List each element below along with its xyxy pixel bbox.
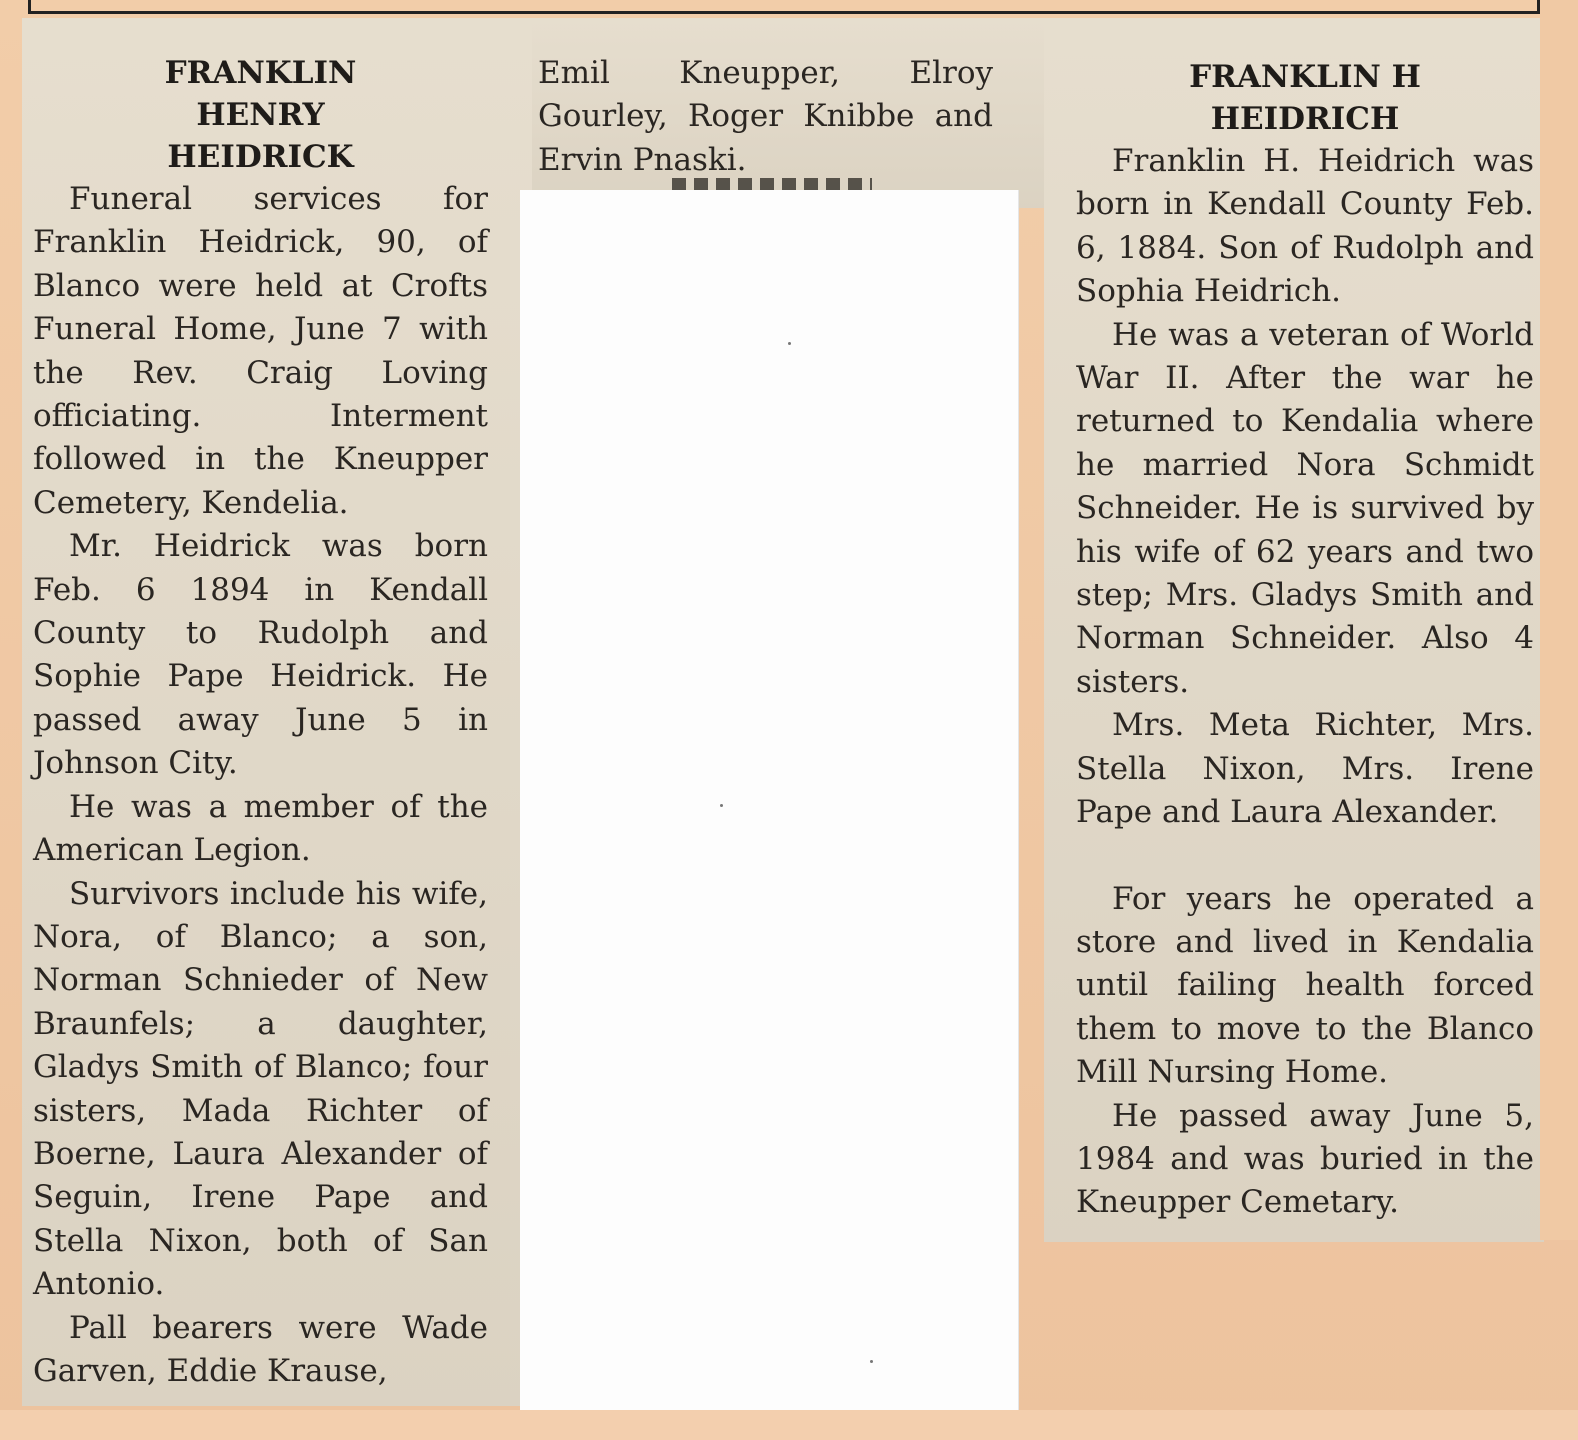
paragraph: Mr. Heidrick was born Feb. 6 1894 in Kendall County to Rudolph and Sophie Pape Heidrick. He passed away June 5 in Johnson City. (33, 528, 488, 782)
paragraph: For years he operated a store and lived in Kendalia until failing health forced them to move to the Blanco Mill Nursing Home. (1076, 880, 1534, 1091)
headline-line: HENRY (196, 97, 325, 133)
paragraph: He passed away June 5, 1984 and was buried in the Kneupper Cemetary. (1076, 1097, 1534, 1221)
top-border-frame (28, 0, 1540, 14)
obituary-middle (538, 52, 993, 182)
obituary-left (33, 52, 488, 1393)
paragraph: Emil Kneupper, Elroy Gourley, Roger Knibbe and Ervin Pnaski. (538, 55, 993, 178)
paper-speck (788, 342, 791, 345)
paragraph-gap (1076, 835, 1534, 878)
paragraph: Survivors include his wife, Nora, of Blanco; a son, Norman Schnieder of New Braunfels; a daughter, Gladys Smith of Blanco; four sisters, Mada Richter of Boerne, Laura Alexander of Seguin, Irene Pape and Stella Nixon, both of San Antonio. (33, 875, 488, 1303)
headline-line: HEIDRICK (167, 139, 354, 175)
headline-line: FRANKLIN (164, 55, 357, 91)
page-edge (1540, 0, 1578, 1240)
paragraph: Pall bearers were Wade Garven, Eddie Krause, (33, 1309, 488, 1389)
paragraph: Mrs. Meta Richter, Mrs. Stella Nixon, Mrs. Irene Pape and Laura Alexander. (1076, 707, 1534, 831)
blank-paper-strip (520, 190, 1018, 1430)
paragraph: Franklin H. Heidrich was born in Kendall County Feb. 6, 1884. Son of Rudolph and Sophia Heidrich. (1076, 143, 1534, 310)
headline-line: HEIDRICH (1210, 101, 1400, 137)
headline-line: FRANKLIN H (1189, 59, 1421, 95)
page-bottom-edge (0, 1410, 1578, 1440)
paper-speck (870, 1360, 873, 1363)
paragraph: He was a veteran of World War II. After the war he returned to Kendalia where he married Nora Schmidt Schneider. He is survived by his wife of 62 years and two step; Mrs. Gladys Smith and Norman Schneider. Also 4 sisters. (1076, 316, 1534, 700)
paragraph: He was a member of the American Legion. (33, 788, 488, 869)
paper-speck (720, 804, 723, 807)
obituary-right (1076, 56, 1534, 1225)
paragraph: Funeral services for Franklin Heidrick, 90, of Blanco were held at Crofts Funeral Home, June 7 with the Rev. Craig Loving officiating. Interment followed in the Kneupper Cemetery, Kendelia. (33, 181, 488, 521)
